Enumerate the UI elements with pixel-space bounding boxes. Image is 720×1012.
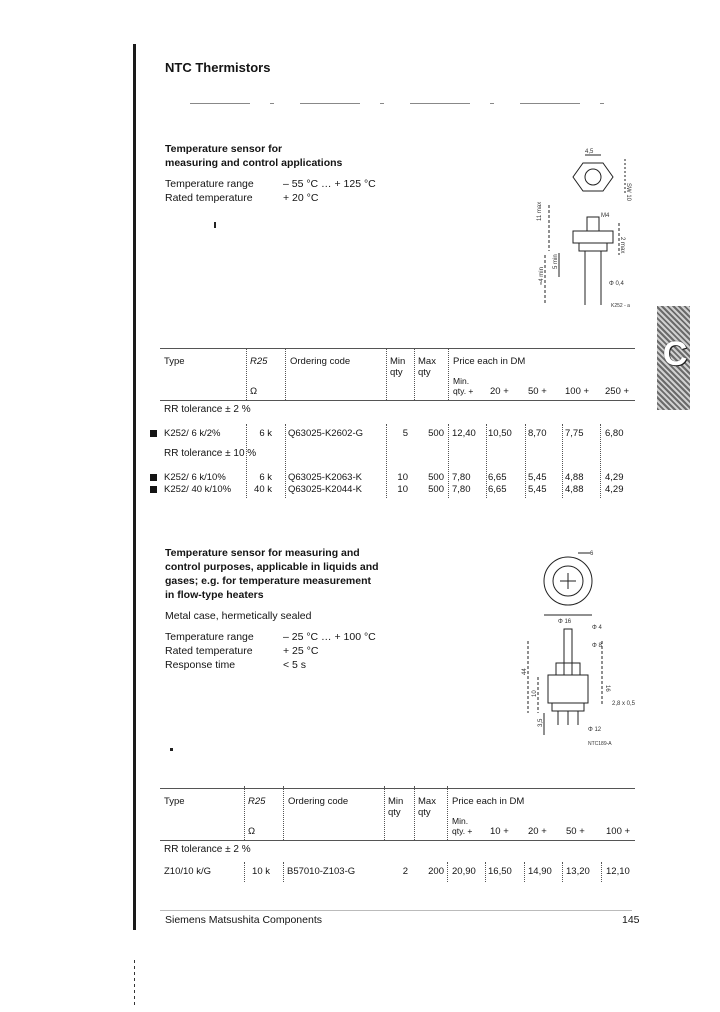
price-col-20: 20 + (528, 826, 547, 837)
col-header-unit: Ω (248, 826, 256, 837)
title-rule (190, 103, 630, 104)
dim-label: 5 min (553, 254, 559, 269)
k252-dimension-drawing (535, 145, 645, 315)
col-header-ordering: Ordering code (288, 796, 349, 807)
table-row: K252/ 6 k/2% 6 k Q63025-K2602-G 5 500 12,40 10,50 8,70 7,75 6,80 (140, 428, 635, 440)
stray-mark (170, 748, 173, 751)
tolerance-group-10pct: RR tolerance ± 10 % (164, 448, 257, 459)
dim-label: Φ 0,4 (609, 281, 624, 287)
price-col-minqty: Min. qty. + (453, 376, 474, 396)
z10-dimension-drawing (520, 545, 645, 750)
price-table-k252 (140, 348, 635, 508)
stray-mark (214, 222, 216, 228)
col-header-unit: Ω (250, 386, 258, 397)
footer-publisher: Siemens Matsushita Components (165, 914, 322, 926)
col-header-price: Price each in DM (452, 796, 525, 807)
dim-label: Φ 4 (592, 625, 602, 631)
edge-tab-letter: C (662, 335, 688, 373)
dim-label: 44 (522, 668, 528, 675)
price-col-250: 250 + (605, 386, 630, 397)
dim-label: 11 max (537, 201, 543, 221)
section1-specs (165, 177, 376, 205)
dim-label: SW 10 (625, 183, 631, 202)
left-margin-bar (133, 44, 136, 930)
col-header-ordering: Ordering code (290, 356, 351, 367)
section2-heading: Temperature sensor for measuring and control purposes, applicable in liquids and gases; e.g. for temperature measurement in flow-type heaters (165, 547, 379, 601)
price-col-100: 100 + (565, 386, 590, 397)
left-margin-dash (134, 960, 135, 1008)
spec-row: Rated temperature + 25 °C (165, 645, 319, 657)
price-col-20: 20 + (490, 386, 509, 397)
col-header-r25: R25 (250, 356, 268, 367)
drawing-ref: NTC189-A (588, 741, 612, 747)
table-row: K252/ 6 k/10% 6 k Q63025-K2063-K 10 500 7,80 6,65 5,45 4,88 4,29 (140, 472, 635, 484)
col-header-type: Type (164, 796, 185, 807)
footer-rule (160, 910, 632, 911)
price-col-10: 10 + (490, 826, 509, 837)
price-col-100: 100 + (606, 826, 631, 837)
dim-label: Φ 8 (592, 643, 602, 649)
col-header-max-qty: Max qty (418, 356, 436, 378)
spec-row: Response time < 5 s (165, 659, 307, 671)
tolerance-group-2pct: RR tolerance ± 2 % (164, 404, 251, 415)
preferred-type-marker (150, 430, 157, 437)
section2-specs (165, 630, 376, 672)
dim-label: 2,8 x 0,5 (612, 701, 636, 707)
dim-label: 3,5 (538, 718, 544, 727)
section-edge-tab (657, 306, 690, 410)
dim-label: 10 (532, 690, 538, 697)
price-table-z10 (140, 786, 635, 886)
dim-label: ≈4 min (539, 267, 545, 285)
spec-row: Rated temperature + 20 °C (165, 192, 319, 204)
price-col-minqty: Min. qty. + (452, 816, 473, 836)
dim-label: 2 max (619, 237, 625, 254)
col-header-max-qty: Max qty (418, 796, 436, 818)
spec-row: Temperature range – 25 °C … + 100 °C (165, 631, 376, 643)
col-header-r25: R25 (248, 796, 266, 807)
dim-label: Φ 16 (558, 619, 572, 625)
dim-label: 16 (604, 685, 610, 692)
col-header-min-qty: Min qty (390, 356, 406, 378)
preferred-type-marker (150, 486, 157, 493)
col-header-type: Type (164, 356, 185, 367)
col-header-min-qty: Min qty (388, 796, 404, 818)
dim-label: 4,5 (585, 149, 594, 155)
dim-label: 6 (590, 551, 594, 557)
page-number: 145 (622, 914, 640, 926)
col-header-price: Price each in DM (453, 356, 526, 367)
drawing-ref: K252 - a (611, 303, 630, 309)
table-row: Z10/10 k/G 10 k B57010-Z103-G 2 200 20,90 16,50 14,90 13,20 12,10 (164, 866, 630, 877)
case-note: Metal case, hermetically sealed (165, 610, 312, 622)
tolerance-group-2pct: RR tolerance ± 2 % (164, 844, 251, 855)
price-col-50: 50 + (528, 386, 547, 397)
section1-heading: Temperature sensor for measuring and control applications (165, 143, 343, 169)
page-title: NTC Thermistors (165, 60, 271, 75)
price-col-50: 50 + (566, 826, 585, 837)
spec-row: Temperature range – 55 °C … + 125 °C (165, 178, 376, 190)
preferred-type-marker (150, 474, 157, 481)
dim-label: M4 (601, 213, 610, 219)
table-row: K252/ 40 k/10% 40 k Q63025-K2044-K 10 500 7,80 6,65 5,45 4,88 4,29 (140, 484, 635, 496)
dim-label: Φ 12 (588, 727, 602, 733)
